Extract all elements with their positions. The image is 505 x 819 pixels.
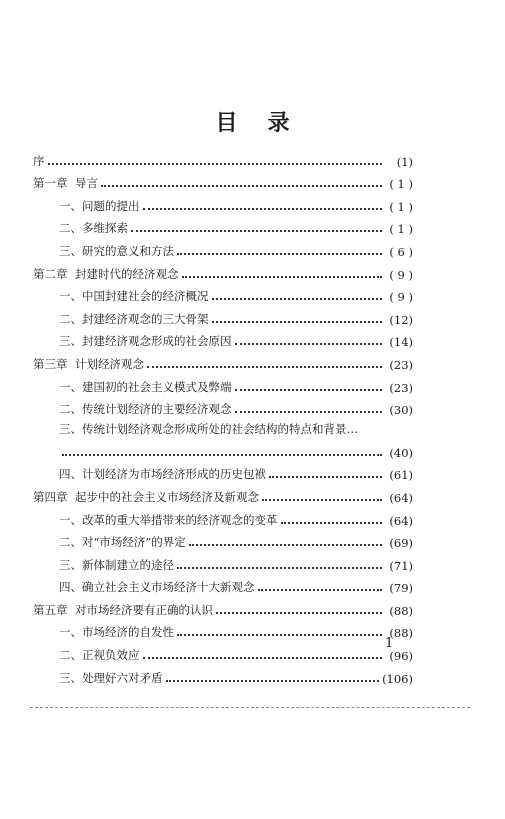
toc-entry-label	[59, 220, 128, 236]
leader-dots	[48, 163, 383, 165]
entry-page-number: (12)	[389, 312, 413, 327]
leader-dots	[235, 411, 383, 413]
entry-page-number: (23)	[389, 357, 413, 372]
toc-entry-label	[59, 333, 232, 349]
entry-title: 二、传统计划经济的主要经济观念	[59, 402, 232, 417]
toc-chapter-entry[interactable]	[33, 598, 413, 621]
entry-page-number: (96)	[389, 649, 413, 664]
entry-page-number: ( 9 )	[389, 290, 413, 305]
toc-section-entry[interactable]	[33, 420, 413, 440]
entry-title: 起步中的社会主义市场经济及新观念	[75, 489, 259, 504]
entry-title: 二、对“市场经济”的界定	[59, 535, 186, 550]
title-char-1: 目	[215, 110, 238, 136]
entry-title: 三、处理好六对矛盾	[59, 670, 163, 685]
page-number: 1	[385, 636, 394, 651]
entry-page-number: ( 1 )	[389, 199, 413, 214]
toc-chapter-entry[interactable]	[33, 485, 413, 508]
toc-entry-label	[59, 243, 174, 259]
toc-section-entry[interactable]	[33, 398, 413, 421]
toc-entry-label	[33, 266, 179, 282]
toc-entry-label	[59, 557, 174, 573]
entry-page-number: (88)	[389, 626, 413, 641]
entry-title: 二、多维探索	[59, 221, 128, 236]
page-title	[0, 106, 505, 136]
leader-dots	[281, 522, 383, 524]
toc-entry-label	[59, 311, 209, 327]
entry-title: 封建时代的经济观念	[75, 266, 179, 281]
toc-entry-label	[59, 512, 278, 528]
entry-title: 三、新体制建立的途径	[59, 557, 174, 572]
toc-entry-label	[59, 624, 174, 640]
entry-page-number: (64)	[389, 513, 413, 528]
toc-section-entry[interactable]	[33, 330, 413, 353]
toc-entry-label	[33, 356, 144, 372]
toc-chapter-entry[interactable]	[33, 262, 413, 285]
entry-page-number: (23)	[389, 380, 413, 395]
toc-section-entry[interactable]	[33, 643, 413, 666]
toc-entry-label	[59, 670, 163, 686]
entry-title: 一、中国封建社会的经济概况	[59, 289, 209, 304]
entry-title: 一、问题的提出	[59, 198, 140, 213]
entry-title: 计划经济观念	[75, 356, 144, 371]
toc-section-entry[interactable]	[33, 576, 413, 599]
title-char-2: 录	[267, 110, 290, 136]
toc-section-entry[interactable]	[33, 375, 413, 398]
entry-page-number: (88)	[389, 603, 413, 618]
entry-title: 四、确立社会主义市场经济十大新观念	[59, 580, 255, 595]
entry-page-number: (30)	[389, 403, 413, 418]
chapter-number: 第二章	[33, 266, 68, 281]
leader-dots	[177, 253, 382, 255]
entry-title: 四、计划经济为市场经济形成的历史包袱	[59, 467, 266, 482]
leader-dots	[177, 634, 382, 636]
toc-entry-label	[59, 534, 186, 550]
entry-title: 导言	[75, 176, 98, 191]
entry-page-number: (1)	[396, 154, 413, 169]
table-of-contents	[33, 149, 413, 689]
leader-dots	[235, 343, 383, 345]
toc-entry-label	[33, 153, 45, 169]
entry-title: 一、改革的重大举措带来的经济观念的变革	[59, 512, 278, 527]
entry-page-number: (71)	[389, 558, 413, 573]
chapter-number: 第四章	[33, 489, 68, 504]
chapter-number: 第三章	[33, 356, 68, 371]
toc-entry-label	[59, 288, 209, 304]
entry-title: 序	[33, 153, 45, 168]
toc-entry-label	[59, 421, 358, 437]
leader-dots	[62, 454, 382, 456]
toc-entry-label	[33, 489, 259, 505]
leader-dots	[212, 321, 383, 323]
toc-entry-label	[33, 175, 98, 191]
leader-dots	[147, 366, 382, 368]
leader-dots	[212, 298, 383, 300]
leader-dots	[131, 230, 382, 232]
leader-dots	[143, 208, 383, 210]
entry-page-number: (106)	[382, 671, 413, 686]
entry-page-number: ( 1 )	[389, 222, 413, 237]
entry-page-number: (40)	[389, 445, 413, 460]
toc-entry-label	[33, 602, 213, 618]
entry-title: 二、正视负效应	[59, 648, 140, 663]
leader-dots	[235, 389, 383, 391]
toc-entry-label	[59, 647, 140, 663]
leader-dots	[216, 612, 382, 614]
bottom-rule	[30, 707, 470, 708]
toc-section-entry[interactable]	[33, 239, 413, 262]
leader-dots	[177, 567, 382, 569]
entry-page-number: (79)	[389, 581, 413, 596]
chapter-number: 第五章	[33, 602, 68, 617]
entry-page-number: (69)	[389, 536, 413, 551]
toc-entry-label	[59, 379, 232, 395]
entry-title: 三、传统计划经济观念形成所处的社会结构的特点和背景…	[59, 422, 358, 437]
toc-section-entry[interactable]	[33, 621, 413, 644]
entry-title: 一、市场经济的自发性	[59, 625, 174, 640]
toc-entry-label	[59, 466, 266, 482]
leader-dots	[269, 476, 382, 478]
toc-section-entry[interactable]	[33, 194, 413, 217]
leader-dots	[182, 276, 383, 278]
leader-dots	[262, 499, 382, 501]
entry-page-number: ( 1 )	[389, 177, 413, 192]
entry-title: 三、封建经济观念形成的社会原因	[59, 334, 232, 349]
toc-chapter-entry[interactable]	[33, 149, 413, 172]
toc-section-entry[interactable]	[33, 285, 413, 308]
toc-section-entry[interactable]	[33, 666, 413, 689]
entry-page-number: (64)	[389, 490, 413, 505]
leader-dots	[258, 589, 383, 591]
toc-chapter-entry[interactable]	[33, 352, 413, 375]
entry-page-number: (14)	[389, 335, 413, 350]
leader-dots	[101, 185, 382, 187]
toc-section-entry[interactable]	[33, 217, 413, 240]
toc-section-entry[interactable]	[33, 553, 413, 576]
entry-title: 一、建国初的社会主义模式及弊端	[59, 379, 232, 394]
entry-page-number: ( 6 )	[389, 244, 413, 259]
toc-section-entry[interactable]	[33, 307, 413, 330]
entry-title: 二、封建经济观念的三大骨架	[59, 311, 209, 326]
toc-entry-label	[59, 198, 140, 214]
chapter-number: 第一章	[33, 176, 68, 191]
toc-chapter-entry[interactable]	[33, 172, 413, 195]
toc-section-entry[interactable]	[33, 463, 413, 486]
leader-dots	[166, 680, 380, 682]
toc-entry-label	[59, 579, 255, 595]
entry-page-number: (61)	[389, 468, 413, 483]
entry-title: 三、研究的意义和方法	[59, 243, 174, 258]
leader-dots	[189, 544, 382, 546]
entry-page-number: ( 9 )	[389, 267, 413, 282]
leader-dots	[143, 657, 383, 659]
toc-entry-label	[59, 401, 232, 417]
entry-title: 对市场经济要有正确的认识	[75, 602, 213, 617]
toc-section-entry[interactable]	[33, 440, 413, 463]
toc-section-entry[interactable]	[33, 531, 413, 554]
toc-section-entry[interactable]	[33, 508, 413, 531]
